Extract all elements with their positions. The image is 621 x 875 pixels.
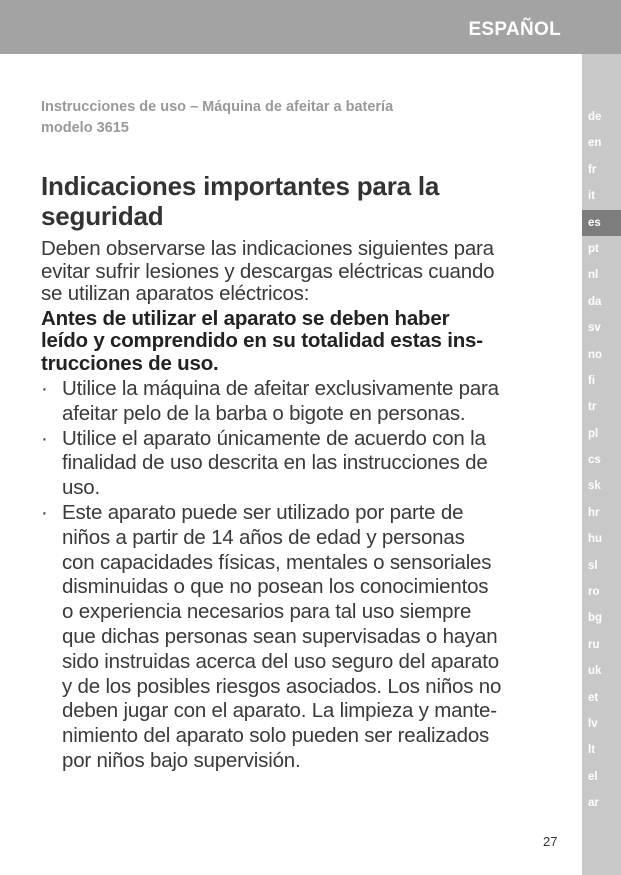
language-tab-sl[interactable]: sl [588, 559, 598, 572]
bullet-item [41, 501, 566, 774]
language-tab-it[interactable]: it [588, 190, 596, 203]
language-tab-fr[interactable]: fr [588, 163, 597, 176]
bullet-item [41, 377, 566, 427]
language-tab-lv[interactable]: lv [588, 717, 598, 730]
language-tab-ro[interactable]: ro [588, 586, 600, 599]
text-line: evitar sufrir lesiones y descargas eléctricas cuando [41, 259, 495, 283]
text-line: por niños bajo supervisión. [62, 748, 301, 772]
language-tab-nl[interactable]: nl [588, 269, 599, 282]
language-tab-lt[interactable]: lt [588, 744, 596, 757]
warning-paragraph [41, 308, 566, 376]
page-number: 27 [543, 834, 558, 849]
language-tab-el[interactable]: el [588, 770, 598, 783]
language-tab-ru[interactable]: ru [588, 638, 600, 651]
text-line: Utilice el aparato únicamente de acuerdo con la [62, 426, 486, 450]
language-tab-es[interactable]: es [582, 210, 621, 236]
language-tab-list [582, 104, 621, 817]
language-tab-sv[interactable]: sv [588, 322, 601, 335]
language-tab-pt[interactable]: pt [588, 242, 599, 255]
page-header [0, 0, 621, 54]
document-subtitle [41, 97, 566, 139]
language-tab-da[interactable]: da [588, 295, 602, 308]
document-body [41, 97, 566, 774]
bullet-dot: · [41, 500, 48, 524]
text-line: deben jugar con el aparato. La limpieza y mante- [62, 699, 497, 723]
bullet-dot: · [41, 377, 48, 400]
text-line: Antes de utilizar el aparato se deben haber [41, 306, 450, 330]
language-tab-cs[interactable]: cs [588, 454, 601, 467]
text-line: y de los posibles riesgos asociados. Los niños no [62, 674, 502, 698]
text-line: niños a partir de 14 años de edad y personas [62, 525, 465, 549]
language-title: ESPAÑOL [468, 19, 561, 40]
safety-bullet-list [41, 377, 566, 774]
language-tab-en[interactable]: en [588, 137, 602, 150]
text-line: Utilice la máquina de afeitar exclusivamente para [62, 377, 499, 400]
language-tab-pl[interactable]: pl [588, 427, 599, 440]
intro-paragraph [41, 238, 566, 306]
language-tab-hr[interactable]: hr [588, 506, 600, 519]
text-line: Deben observarse las indicaciones siguientes para [41, 237, 494, 260]
language-tab-uk[interactable]: uk [588, 665, 602, 678]
text-line: con capacidades físicas, mentales o sensoriales [62, 550, 492, 574]
text-line: finalidad de uso descrita en las instrucciones de [62, 451, 488, 475]
language-tab-bg[interactable]: bg [588, 612, 603, 625]
section-heading [41, 171, 566, 231]
language-tab-no[interactable]: no [588, 348, 603, 361]
language-sidebar [582, 54, 621, 875]
text-line: afeitar pelo de la barba o bigote en personas. [62, 401, 466, 425]
text-line: disminuidas o que no posean los conocimientos [62, 575, 489, 599]
bullet-dot: · [41, 426, 48, 450]
text-line: que dichas personas sean supervisadas o hayan [62, 624, 498, 648]
language-tab-hu[interactable]: hu [588, 533, 603, 546]
text-line: Este aparato puede ser utilizado por parte de [62, 500, 464, 524]
language-tab-de[interactable]: de [588, 111, 602, 123]
text-line: uso. [62, 476, 100, 500]
text-line: sido instruidas acerca del uso seguro del aparato [62, 649, 499, 673]
text-line: leído y comprendido en su totalidad estas ins- [41, 329, 483, 352]
language-tab-et[interactable]: et [588, 691, 599, 704]
bullet-item [41, 427, 566, 501]
language-tab-tr[interactable]: tr [588, 401, 597, 414]
heading-line: Indicaciones importantes para la [41, 171, 440, 201]
language-tab-ar[interactable]: ar [588, 797, 599, 810]
subtitle-line: Instrucciones de uso – Máquina de afeitar a batería [41, 99, 394, 115]
text-line: o experiencia necesarios para tal uso siempre [62, 600, 472, 624]
heading-line: seguridad [41, 201, 164, 231]
text-line: nimiento del aparato solo pueden ser realizados [62, 724, 490, 748]
subtitle-line: modelo 3615 [41, 120, 129, 136]
language-tab-sk[interactable]: sk [588, 480, 601, 493]
text-line: se utilizan aparatos eléctricos: [41, 282, 310, 305]
language-tab-fi[interactable]: fi [588, 374, 596, 387]
text-line: trucciones de uso. [41, 351, 219, 375]
